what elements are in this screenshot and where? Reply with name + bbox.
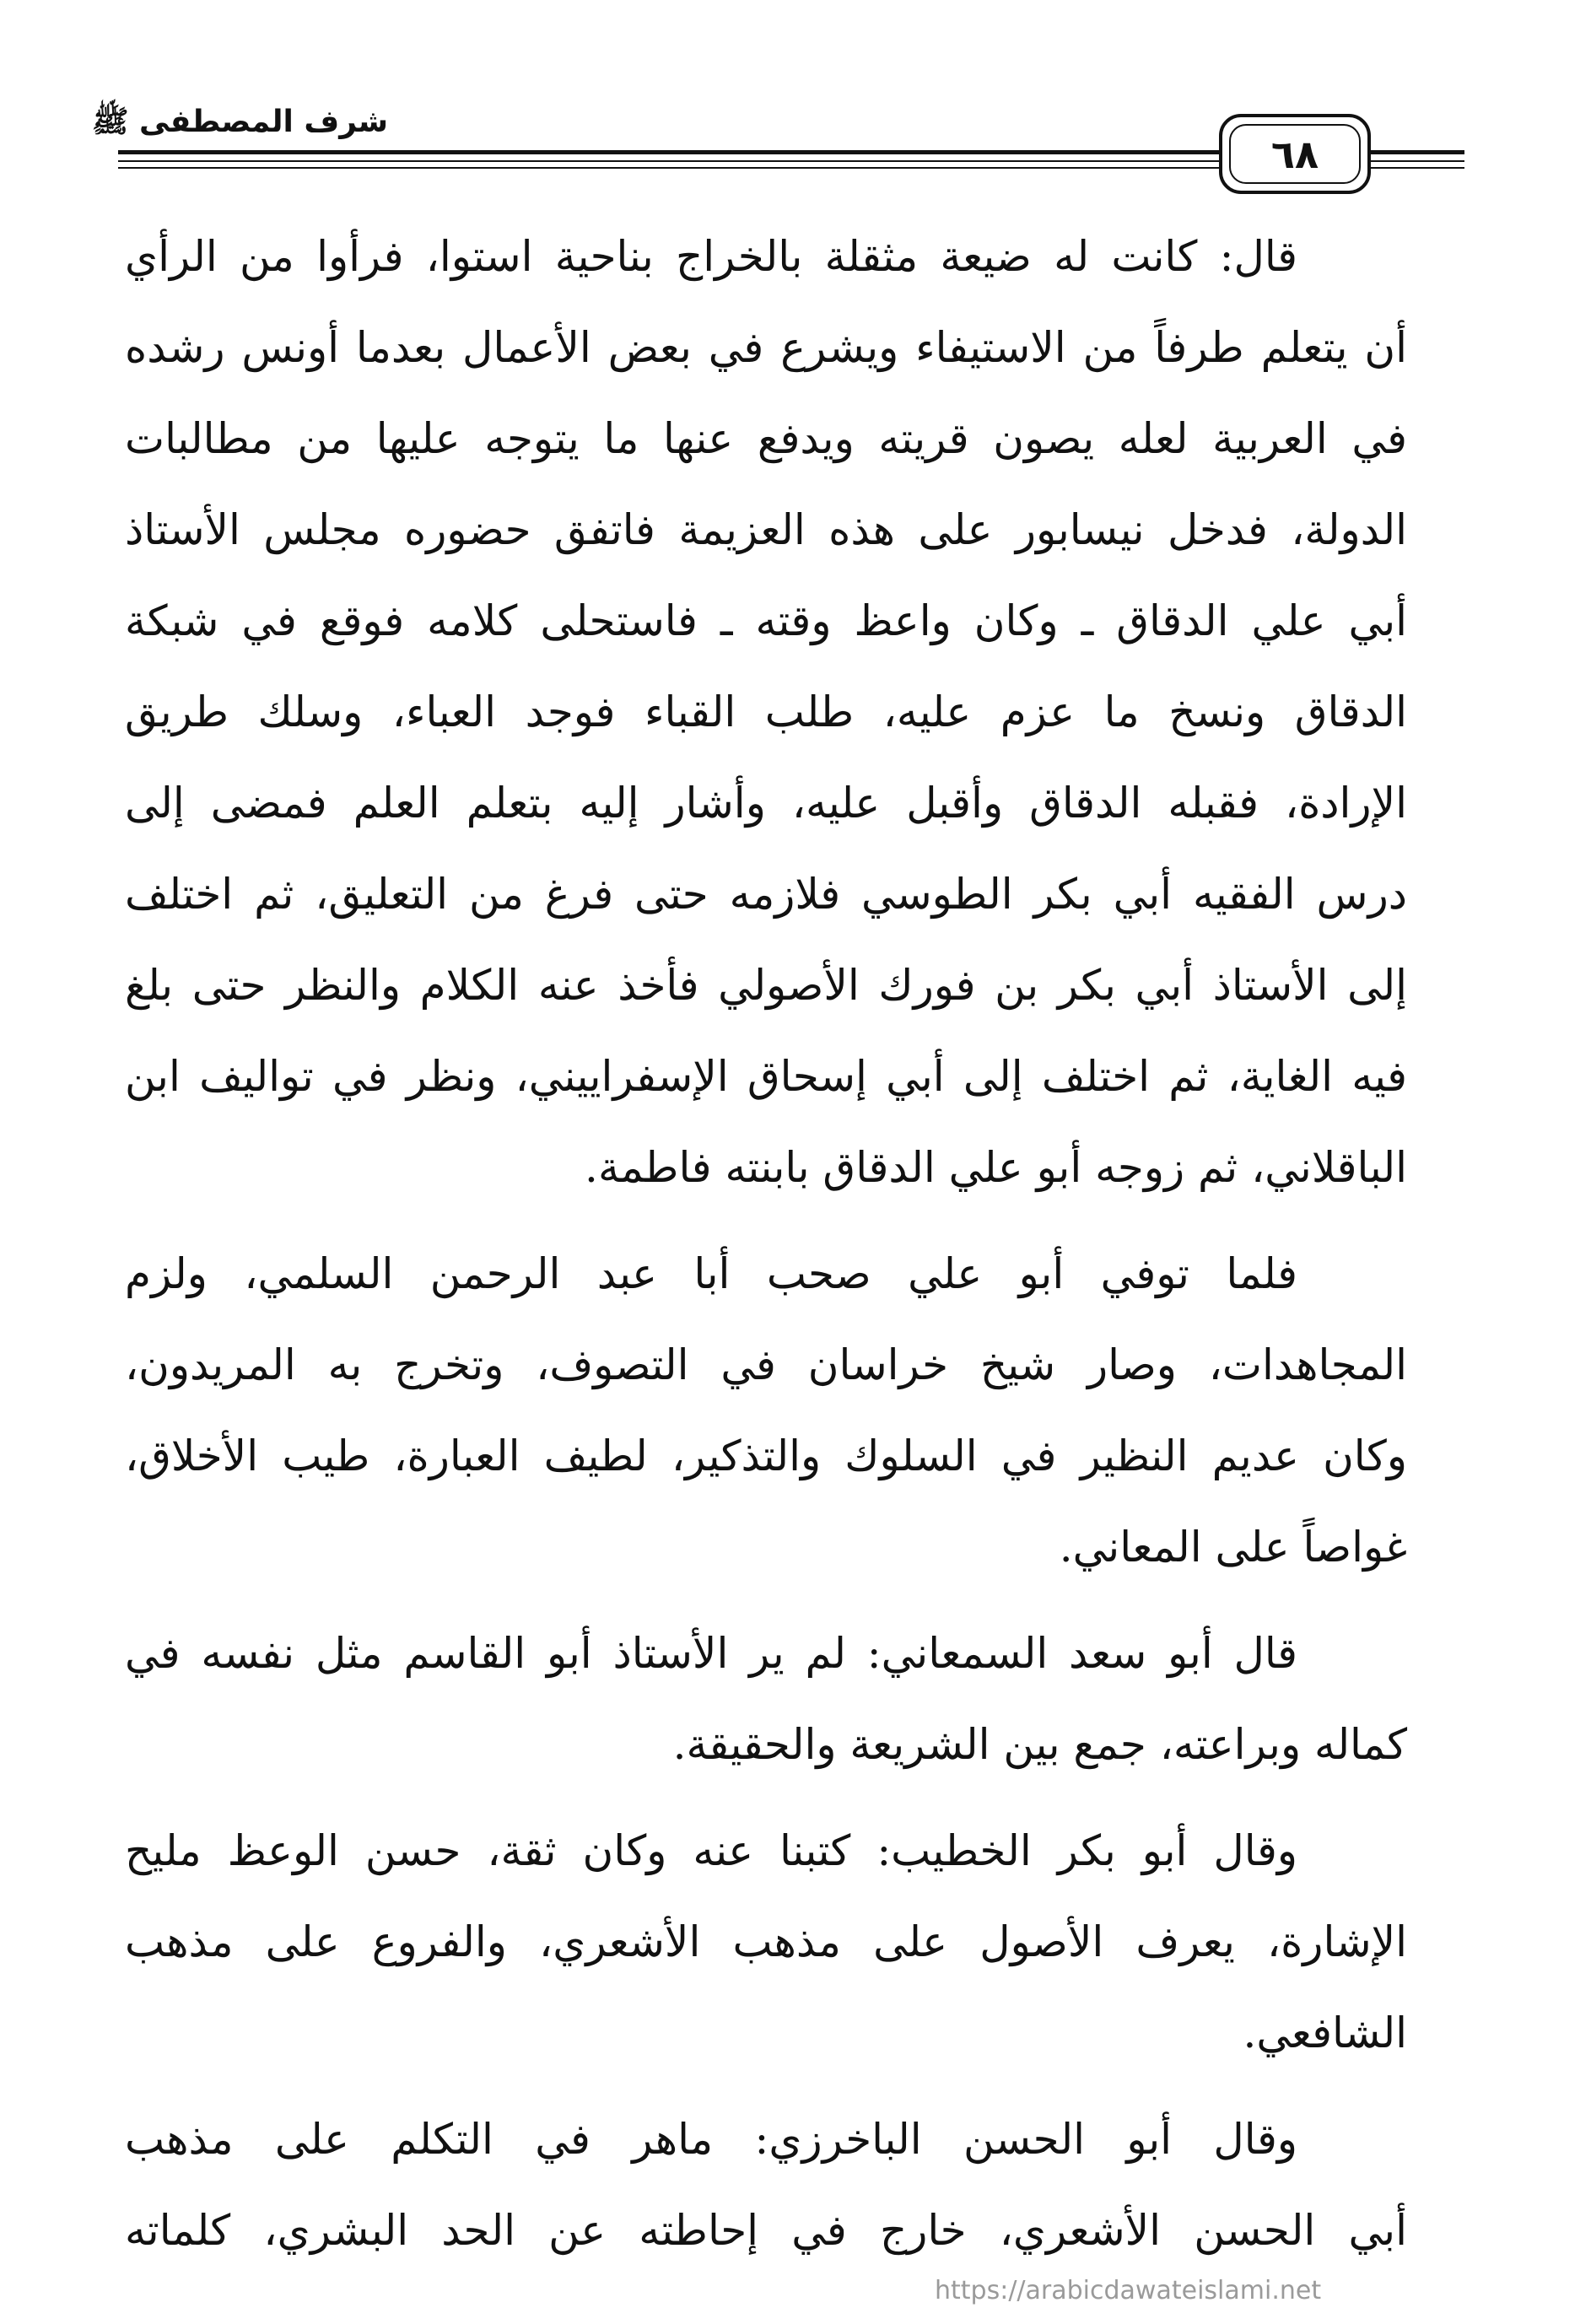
header-rule	[1367, 160, 1464, 162]
watermark-url: https://arabicdawateislami.net	[935, 2276, 1322, 2305]
header-rule	[1367, 150, 1464, 154]
text-line: في العربية لعله يصون قريته ويدفع عنها ما يتوجه عليها من مطالبات	[125, 414, 1407, 463]
text-line: فيه الغاية، ثم اختلف إلى أبي إسحاق الإسفراييني، ونظر في تواليف ابن	[125, 1052, 1407, 1101]
text-line: الإشارة، يعرف الأصول على مذهب الأشعري، والفروع على مذهب	[125, 1917, 1407, 1966]
page-header	[0, 0, 1591, 211]
text-line: الشافعي.	[1243, 2009, 1407, 2057]
paragraph	[125, 1228, 1407, 1593]
header-rule	[118, 160, 1397, 162]
text-line: وقال أبو الحسن الباخرزي: ماهر في التكلم على مذهب	[125, 2115, 1297, 2164]
text-line: الدولة، فدخل نيسابور على هذه العزيمة فاتفق حضوره مجلس الأستاذ	[125, 505, 1407, 554]
text-line: قال: كانت له ضيعة مثقلة بالخراج بناحية استوا، فرأوا من الرأي	[125, 232, 1297, 281]
text-line: الدقاق ونسخ ما عزم عليه، طلب القباء فوجد العباء، وسلك طريق	[125, 687, 1407, 736]
page-number: ٦٨	[1229, 124, 1361, 184]
header-rule	[118, 150, 1397, 154]
header-rule	[118, 167, 1397, 169]
text-line: أن يتعلم طرفاً من الاستيفاء ويشرع في بعض الأعمال بعدما أونس رشده	[125, 323, 1407, 372]
running-title: شرف المصطفى ﷺ	[87, 103, 393, 147]
page-number-frame	[1219, 114, 1371, 194]
paragraph	[125, 1805, 1407, 2079]
text-line: وكان عديم النظير في السلوك والتذكير، لطيف العبارة، طيب الأخلاق،	[125, 1432, 1407, 1480]
text-line: الباقلاني، ثم زوجه أبو علي الدقاق بابنته فاطمة.	[585, 1143, 1407, 1192]
text-line: أبي الحسن الأشعري، خارج في إحاطته عن الحد البشري، كلماته	[125, 2206, 1407, 2255]
text-line: أبي علي الدقاق ـ وكان واعظ وقته ـ فاستحلى كلامه فوقع في شبكة	[125, 596, 1407, 645]
paragraph	[125, 1608, 1407, 1790]
text-line: قال أبو سعد السمعاني: لم ير الأستاذ أبو القاسم مثل نفسه في	[125, 1629, 1297, 1678]
text-line: المجاهدات، وصار شيخ خراسان في التصوف، وتخرج به المريدون،	[125, 1340, 1407, 1389]
text-line: درس الفقيه أبي بكر الطوسي فلازمه حتى فرغ من التعليق، ثم اختلف	[125, 870, 1407, 919]
text-line: كماله وبراعته، جمع بين الشريعة والحقيقة.	[672, 1720, 1407, 1769]
paragraph	[125, 2094, 1407, 2276]
paragraph	[125, 211, 1407, 1213]
text-line: إلى الأستاذ أبي بكر بن فورك الأصولي فأخذ عنه الكلام والنظر حتى بلغ	[125, 961, 1407, 1010]
page-body	[125, 211, 1407, 2291]
text-line: الإرادة، فقبله الدقاق وأقبل عليه، وأشار إليه بتعلم العلم فمضى إلى	[125, 779, 1407, 828]
text-line: فلما توفي أبو علي صحب أبا عبد الرحمن السلمي، ولزم	[125, 1249, 1297, 1298]
header-rule	[1367, 167, 1464, 169]
text-line: غواصاً على المعاني.	[1059, 1523, 1407, 1572]
text-line: وقال أبو بكر الخطيب: كتبنا عنه وكان ثقة، حسن الوعظ مليح	[125, 1826, 1297, 1875]
